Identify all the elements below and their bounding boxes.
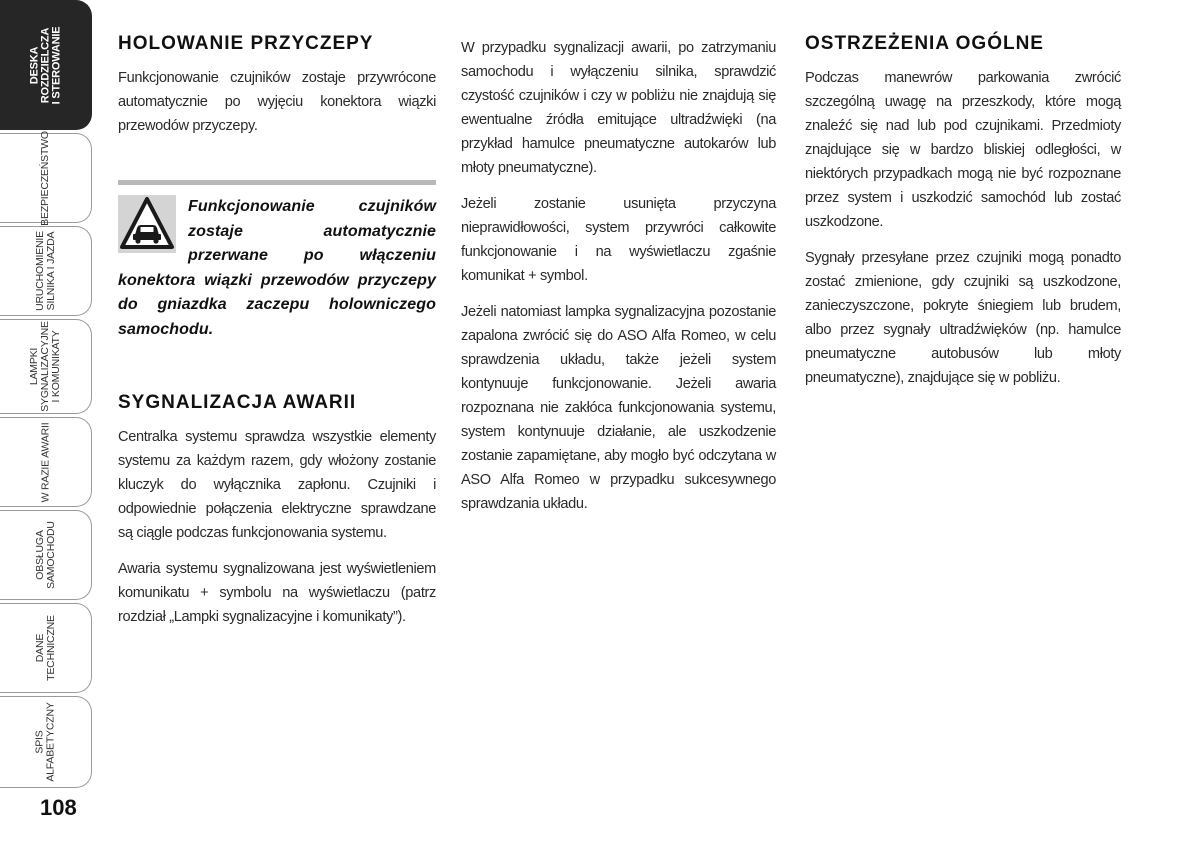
tab-label: DESKA ROZDZIELCZA I STEROWANIE (27, 26, 62, 104)
tab-label: SPIS ALFABETYCZNY (33, 702, 57, 782)
column-3 (805, 33, 1121, 402)
paragraph: Podczas manewrów parkowania zwrócić szczególną uwagę na przeszkody, które mogą znaleźć się nad lub pod czujnikami. Przedmioty znajdujące się w bardzo bliskiej odległości, w niektórych przypadkach mogą nie być rozpoznane przez system i uszkodzić samochód lub zostać uszkodzone. (805, 70, 1121, 230)
paragraph: Jeżeli zostanie usunięta przyczyna nieprawidłowości, system przywróci całkowite funkcjonowanie i na wyświetlaczu zgaśnie komunikat + symbol. (461, 196, 776, 284)
chapter-tabs (0, 0, 95, 800)
warning-box (118, 180, 436, 342)
tab-spis-alfabetyczny[interactable] (0, 696, 92, 788)
paragraph: W przypadku sygnalizacji awarii, po zatrzymaniu samochodu i wyłączeniu silnika, sprawdzić czystość czujników i czy w pobliżu nie znajdują się ewentualne źródła emitujące ultradźwięki (na przykład hamulce pneumatyczne autokarów lub młoty pneumatyczne). (461, 40, 776, 176)
paragraph: Sygnały przesyłane przez czujniki mogą ponadto zostać zmienione, gdy czujniki są uszkodzone, zanieczyszczone, pokryte śniegiem lub brudem, albo przez sygnały ultradźwięków (np. hamulce pneumatyczne autobusów lub młoty pneumatyczne), znajdujące się w pobliżu. (805, 250, 1121, 386)
heading-ostrzezenia: OSTRZEŻENIA OGÓLNE (805, 33, 1044, 54)
tab-label: OBSŁUGA SAMOCHODU (33, 521, 57, 589)
paragraph: Funkcjonowanie czujników zostaje przywrócone automatycznie po wyjęciu konektora wiązki przewodów przyczepy. (118, 70, 436, 134)
tab-lampki[interactable] (0, 319, 92, 414)
tab-dane-techniczne[interactable] (0, 603, 92, 693)
warning-text: Funkcjonowanie czujników zostaje automatycznie przerwane po włączeniu konektora wiązki przewodów przyczepy do gniazdka zaczepu holowniczego samochodu. (118, 198, 436, 338)
page-number: 108 (40, 795, 77, 820)
paragraph: Awaria systemu sygnalizowana jest wyświetleniem komunikatu + symbolu na wyświetlaczu (patrz rozdział „Lampki sygnalizacyjne i komunikaty”). (118, 561, 436, 625)
tab-label: W RAZIE AWARII (39, 422, 51, 502)
tab-obsluga[interactable] (0, 510, 92, 600)
tab-bezpieczenstwo[interactable] (0, 130, 92, 226)
column-2 (461, 36, 776, 528)
paragraph: Centralka systemu sprawdza wszystkie elementy systemu za każdym razem, gdy włożony zostanie kluczyk do wyłącznika zapłonu. Czujniki i odpowiednie połączenia elektryczne sprawdzane są ciągle podczas funkcjonowania systemu. (118, 429, 436, 541)
heading-holowanie: HOLOWANIE PRZYCZEPY (118, 33, 374, 54)
car-warning-triangle-icon (118, 195, 176, 253)
tab-deska-rozdzielcza[interactable] (0, 0, 92, 130)
tab-uruchomienie[interactable] (0, 226, 92, 316)
tab-label: URUCHOMIENIE SILNIKA I JAZDA (33, 231, 57, 311)
tab-label: BEZPIECZEŃSTWO (39, 130, 51, 226)
tab-label: DANE TECHNICZNE (33, 615, 57, 681)
tab-w-razie-awarii[interactable] (0, 417, 92, 507)
tab-label: LAMPKI SYGNALIZACYJNE I KOMUNIKATY (28, 321, 62, 412)
heading-sygnalizacja: SYGNALIZACJA AWARII (118, 392, 357, 413)
paragraph: Jeżeli natomiast lampka sygnalizacyjna pozostanie zapalona zwrócić się do ASO Alfa Romeo, w celu sprawdzenia układu, także jeżeli system kontynuuje funkcjonowanie. Jeżeli awaria rozpoznana nie zakłóca funkcjonowania systemu, system kontynuuje działanie, ale uszkodzenie zostanie zapamiętane, aby mogło być odczytana w ASO Alfa Romeo w przypadku sukcesywnego sprawdzania układu. (461, 304, 776, 512)
column-1 (118, 33, 436, 641)
